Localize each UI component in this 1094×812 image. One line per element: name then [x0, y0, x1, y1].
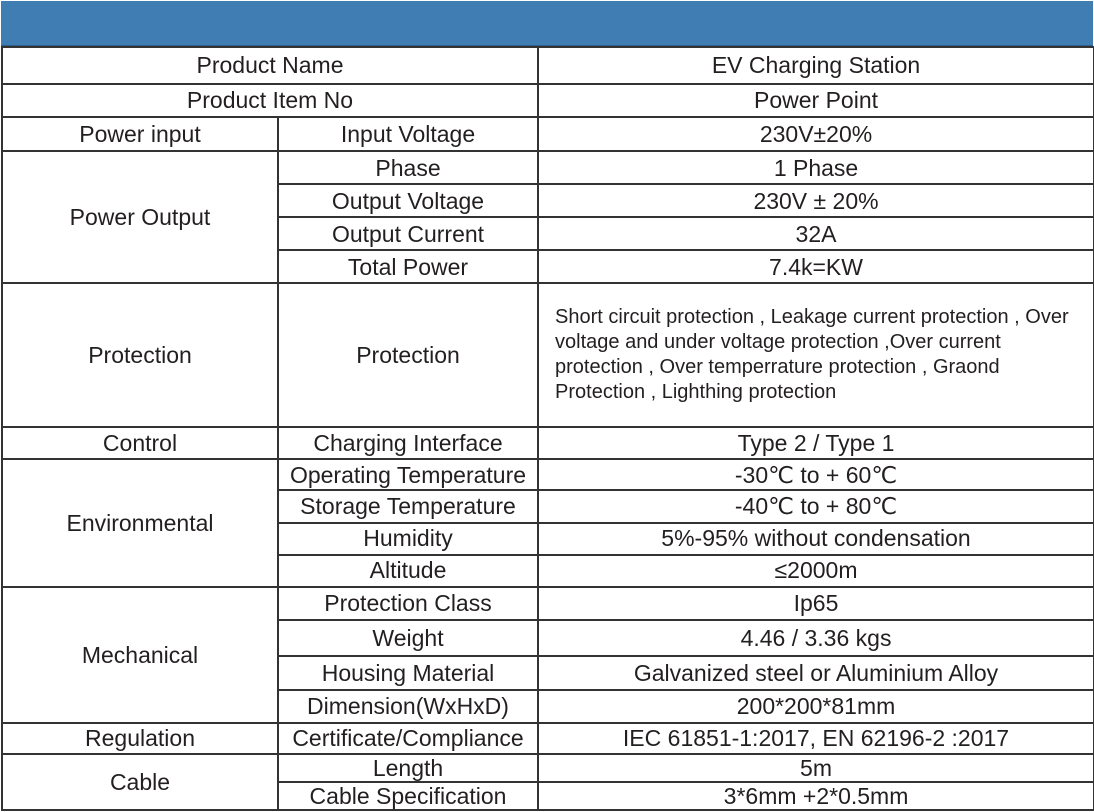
specification-table	[1, 46, 1094, 811]
altitude-label: Altitude	[278, 555, 538, 587]
weight-value: 4.46 / 3.36 kgs	[538, 620, 1094, 656]
humidity-label: Humidity	[278, 523, 538, 555]
regulation-group: Regulation	[2, 723, 278, 754]
phase-label: Phase	[278, 151, 538, 184]
charging-interface-label: Charging Interface	[278, 427, 538, 459]
table-row	[2, 587, 1094, 620]
table-row	[2, 723, 1094, 754]
power-input-group: Power input	[2, 117, 278, 151]
weight-label: Weight	[278, 620, 538, 656]
product-item-no-value: Power Point	[538, 84, 1094, 117]
operating-temperature-label: Operating Temperature	[278, 459, 538, 490]
table-row	[2, 459, 1094, 490]
output-voltage-value: 230V ± 20%	[538, 184, 1094, 217]
protection-class-value: Ip65	[538, 587, 1094, 620]
dimension-label: Dimension(WxHxD)	[278, 690, 538, 723]
table-row	[2, 754, 1094, 782]
certificate-compliance-label: Certificate/Compliance	[278, 723, 538, 754]
output-voltage-label: Output Voltage	[278, 184, 538, 217]
protection-class-label: Protection Class	[278, 587, 538, 620]
input-voltage-value: 230V±20%	[538, 117, 1094, 151]
control-group: Control	[2, 427, 278, 459]
charging-interface-value: Type 2 / Type 1	[538, 427, 1094, 459]
output-current-label: Output Current	[278, 217, 538, 250]
output-current-value: 32A	[538, 217, 1094, 250]
operating-temperature-value: -30℃ to + 60℃	[538, 459, 1094, 490]
protection-value: Short circuit protection , Leakage current protection , Over voltage and under voltage protection ,Over current protection , Over temperrature protection , Graond Protection , Lighthing protection	[538, 283, 1094, 427]
certificate-compliance-value: IEC 61851-1:2017, EN 62196-2 :2017	[538, 723, 1094, 754]
header-bar	[1, 1, 1093, 46]
protection-label: Protection	[278, 283, 538, 427]
table-row	[2, 283, 1094, 427]
housing-material-label: Housing Material	[278, 656, 538, 690]
storage-temperature-value: -40℃ to + 80℃	[538, 490, 1094, 522]
power-output-group: Power Output	[2, 151, 278, 283]
product-item-no-label: Product Item No	[2, 84, 538, 117]
cable-specification-label: Cable Specification	[278, 782, 538, 810]
dimension-value: 200*200*81mm	[538, 690, 1094, 723]
humidity-value: 5%-95% without condensation	[538, 523, 1094, 555]
mechanical-group: Mechanical	[2, 587, 278, 723]
total-power-value: 7.4k=KW	[538, 250, 1094, 283]
altitude-value: ≤2000m	[538, 555, 1094, 587]
total-power-label: Total Power	[278, 250, 538, 283]
phase-value: 1 Phase	[538, 151, 1094, 184]
cable-specification-value: 3*6mm +2*0.5mm	[538, 782, 1094, 810]
storage-temperature-label: Storage Temperature	[278, 490, 538, 522]
product-name-value: EV Charging Station	[538, 47, 1094, 84]
housing-material-value: Galvanized steel or Aluminium Alloy	[538, 656, 1094, 690]
input-voltage-label: Input Voltage	[278, 117, 538, 151]
table-row	[2, 47, 1094, 84]
table-row	[2, 84, 1094, 117]
cable-length-label: Length	[278, 754, 538, 782]
table-row	[2, 117, 1094, 151]
table-row	[2, 151, 1094, 184]
cable-group: Cable	[2, 754, 278, 810]
product-name-label: Product Name	[2, 47, 538, 84]
cable-length-value: 5m	[538, 754, 1094, 782]
protection-group: Protection	[2, 283, 278, 427]
table-row	[2, 427, 1094, 459]
environmental-group: Environmental	[2, 459, 278, 586]
